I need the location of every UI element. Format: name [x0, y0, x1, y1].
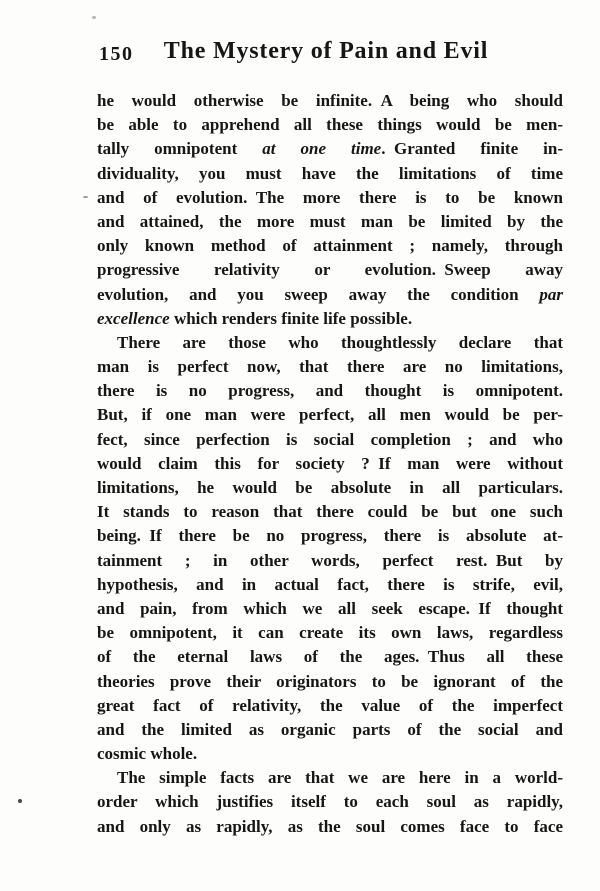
- text-segment: evolution, and you sweep away the condition: [97, 284, 540, 304]
- text-line: [97, 573, 563, 597]
- italic-text: at one time: [262, 139, 382, 159]
- text-segment: and attained, the more must man be limited by the: [97, 211, 563, 231]
- text-line: [97, 500, 563, 524]
- text-segment: he would otherwise be infinite. A being who should: [97, 91, 563, 110]
- text-segment: cosmic whole.: [97, 744, 198, 764]
- text-line: [97, 694, 563, 718]
- text-segment: dividuality, you must have the limitations of time: [97, 163, 563, 183]
- print-speck: [92, 16, 96, 19]
- text-line: [97, 113, 563, 137]
- body-text: [97, 89, 563, 839]
- text-line: [97, 742, 563, 766]
- text-segment: theories prove their originators to be ignorant of the: [97, 671, 563, 691]
- text-line: [97, 597, 563, 621]
- text-segment: being. If there be no progress, there is absolute at-: [97, 526, 563, 546]
- margin-dot: [18, 799, 22, 803]
- text-segment: only known method of attainment ; namely, through: [97, 236, 563, 256]
- text-line: [97, 403, 563, 427]
- text-line: [97, 89, 563, 113]
- text-segment: and pain, from which we all seek escape. If thought: [97, 598, 563, 618]
- text-line: [97, 331, 563, 355]
- print-speck: [83, 196, 88, 198]
- text-line: [97, 621, 563, 645]
- text-segment: The simple facts are that we are here in a world-: [117, 768, 563, 788]
- text-segment: great fact of relativity, the value of the imperfect: [97, 695, 563, 715]
- text-segment: which renders finite life possible.: [169, 308, 413, 328]
- page-header: [97, 38, 563, 68]
- text-line: [97, 645, 563, 669]
- text-line: [97, 283, 563, 307]
- text-line: [97, 524, 563, 548]
- text-segment: and the limited as organic parts of the social and: [97, 719, 563, 739]
- text-line: [97, 355, 563, 379]
- text-segment: hypothesis, and in actual fact, there is strife, evil,: [97, 574, 563, 594]
- text-segment: of the eternal laws of the ages. Thus all these: [97, 647, 563, 667]
- text-line: [97, 428, 563, 452]
- text-line: [97, 137, 563, 161]
- text-line: [97, 766, 563, 790]
- text-segment: fect, since perfection is social completion ; and who: [97, 429, 563, 449]
- text-line: [97, 790, 563, 814]
- text-segment: But, if one man were perfect, all men would be per-: [97, 405, 563, 425]
- text-line: [97, 549, 563, 573]
- text-line: [97, 670, 563, 694]
- text-segment: . Granted finite in-: [381, 139, 563, 159]
- text-line: [97, 210, 563, 234]
- text-segment: There are those who thoughtlessly declare that: [117, 332, 563, 352]
- text-segment: be omnipotent, it can create its own laws, regardless: [97, 623, 563, 643]
- text-segment: It stands to reason that there could be but one such: [97, 502, 563, 522]
- text-line: [97, 307, 563, 331]
- text-line: [97, 162, 563, 186]
- text-line: [97, 476, 563, 500]
- text-line: [97, 452, 563, 476]
- page-number: 150: [99, 43, 134, 65]
- text-line: [97, 186, 563, 210]
- text-segment: and of evolution. The more there is to be known: [97, 187, 563, 207]
- text-segment: and only as rapidly, as the soul comes face to face: [97, 816, 563, 836]
- text-segment: order which justifies itself to each soul as rapidly,: [97, 792, 563, 812]
- text-segment: man is perfect now, that there are no limitations,: [97, 357, 563, 377]
- text-segment: tally omnipotent: [97, 139, 263, 159]
- italic-text: par: [539, 284, 563, 304]
- text-segment: tainment ; in other words, perfect rest. But by: [97, 550, 563, 570]
- text-line: [97, 718, 563, 742]
- text-segment: be able to apprehend all these things would be men-: [97, 115, 563, 135]
- italic-text: excellence: [97, 308, 170, 328]
- text-segment: would claim this for society ? If man were without: [97, 453, 563, 473]
- text-line: [97, 379, 563, 403]
- text-segment: there is no progress, and thought is omnipotent.: [97, 381, 563, 401]
- text-segment: limitations, he would be absolute in all particulars.: [97, 478, 563, 497]
- text-line: [97, 234, 563, 258]
- text-line: [97, 815, 563, 839]
- running-title: The Mystery of Pain and Evil: [163, 38, 489, 64]
- text-segment: progressive relativity or evolution. Sweep away: [97, 260, 563, 280]
- text-line: [97, 258, 563, 282]
